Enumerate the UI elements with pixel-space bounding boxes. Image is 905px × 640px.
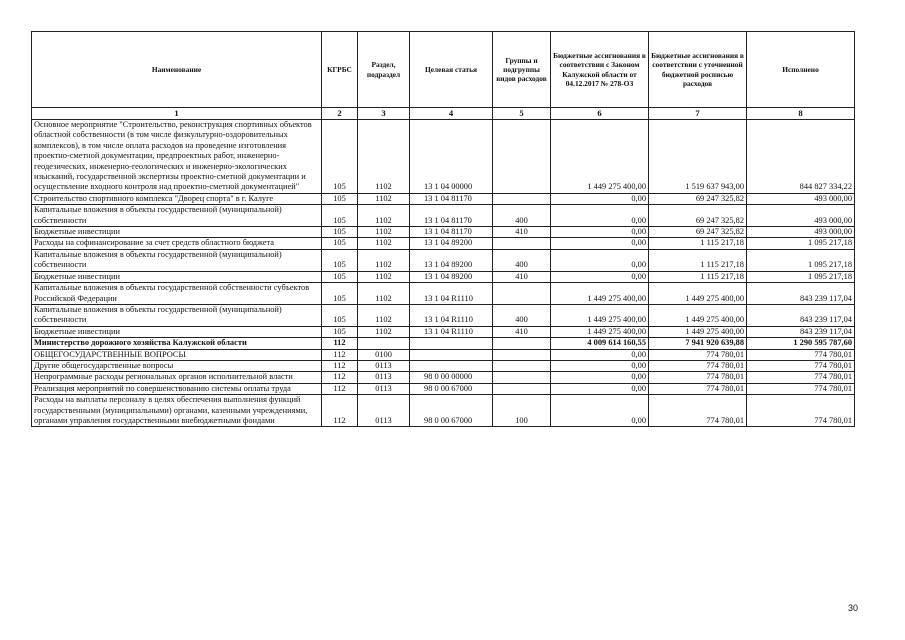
cell-executed: 493 000,00: [747, 193, 855, 204]
cell-name: Министерство дорожного хозяйства Калужской области: [32, 338, 322, 349]
cell-target: 13 1 04 00000: [410, 120, 493, 194]
cell-group: [493, 338, 551, 349]
cell-group: 400: [493, 249, 551, 271]
cell-law: 0,00: [551, 383, 649, 394]
cell-kgrbs: 105: [322, 271, 358, 282]
cell-group: [493, 120, 551, 194]
cell-target: [410, 338, 493, 349]
cell-section: 1102: [358, 304, 410, 326]
cell-target: 13 1 04 89200: [410, 271, 493, 282]
cell-section: 1102: [358, 205, 410, 227]
cell-section: 0100: [358, 349, 410, 360]
cell-kgrbs: 105: [322, 205, 358, 227]
budget-table: [31, 31, 855, 427]
cell-name: Капитальные вложения в объекты государственной (муниципальной) собственности: [32, 304, 322, 326]
column-number: 7: [649, 108, 747, 120]
header-target: Целевая статья: [410, 32, 493, 108]
header-executed: Исполнено: [747, 32, 855, 108]
cell-group: [493, 372, 551, 383]
cell-executed: 774 780,01: [747, 395, 855, 427]
cell-kgrbs: 112: [322, 395, 358, 427]
cell-name: Капитальные вложения в объекты государственной (муниципальной) собственности: [32, 249, 322, 271]
cell-name: Основное мероприятие "Строительство, реконструкция спортивных объектов областной собственности (в том числе физкультурно-оздоровительных комплексов), в том числе оплата расходов на проведение изготовления проектно-сметной документации, предпроектных работ, инженерно-геодезических, инженерно-геологических и инженерно-экологических изысканий, государственной экспертизы проектно-сметной документации и осуществление входного контроля над проектно-сметной документацией": [32, 120, 322, 194]
cell-refined: 774 780,01: [649, 372, 747, 383]
cell-executed: 774 780,01: [747, 383, 855, 394]
cell-group: [493, 349, 551, 360]
cell-executed: 1 290 595 787,60: [747, 338, 855, 349]
cell-group: 410: [493, 227, 551, 238]
table-row: [32, 304, 855, 326]
table-row: [32, 249, 855, 271]
cell-refined: 7 941 920 639,88: [649, 338, 747, 349]
cell-section: 1102: [358, 227, 410, 238]
header-kgrbs: КГРБС: [322, 32, 358, 108]
cell-section: 1102: [358, 249, 410, 271]
cell-name: ОБЩЕГОСУДАРСТВЕННЫЕ ВОПРОСЫ: [32, 349, 322, 360]
table-row: [32, 193, 855, 204]
cell-section: 0113: [358, 372, 410, 383]
cell-executed: 843 239 117,04: [747, 326, 855, 337]
cell-group: [493, 193, 551, 204]
cell-kgrbs: 105: [322, 304, 358, 326]
table-row: [32, 383, 855, 394]
cell-refined: 1 449 275 400,00: [649, 283, 747, 305]
cell-kgrbs: 112: [322, 349, 358, 360]
cell-name: Другие общегосударственные вопросы: [32, 360, 322, 371]
cell-law: 0,00: [551, 372, 649, 383]
column-number: 1: [32, 108, 322, 120]
cell-name: Расходы на софинансирование за счет средств областного бюджета: [32, 238, 322, 249]
cell-executed: 774 780,01: [747, 372, 855, 383]
table-row: [32, 349, 855, 360]
cell-group: 410: [493, 326, 551, 337]
cell-target: 13 1 04 R1110: [410, 304, 493, 326]
cell-refined: 1 115 217,18: [649, 238, 747, 249]
cell-group: 100: [493, 395, 551, 427]
cell-target: 13 1 04 81170: [410, 205, 493, 227]
cell-target: 98 0 00 00000: [410, 372, 493, 383]
cell-kgrbs: 105: [322, 193, 358, 204]
cell-section: 1102: [358, 120, 410, 194]
cell-law: 0,00: [551, 205, 649, 227]
cell-refined: 1 519 637 943,00: [649, 120, 747, 194]
cell-kgrbs: 105: [322, 283, 358, 305]
cell-law: 0,00: [551, 360, 649, 371]
cell-target: 13 1 04 89200: [410, 249, 493, 271]
cell-name: Реализация мероприятий по совершенствованию системы оплаты труда: [32, 383, 322, 394]
cell-executed: 1 095 217,18: [747, 238, 855, 249]
cell-kgrbs: 112: [322, 360, 358, 371]
header-law: Бюджетные ассигнования в соответствии с Законом Калужской области от 04.12.2017 № 278-ОЗ: [551, 32, 649, 108]
cell-section: 1102: [358, 271, 410, 282]
cell-refined: 69 247 325,82: [649, 227, 747, 238]
cell-executed: 844 827 334,22: [747, 120, 855, 194]
table-row: [32, 271, 855, 282]
cell-target: 98 0 00 67000: [410, 395, 493, 427]
cell-name: Капитальные вложения в объекты государственной собственности субъектов Российской Федерации: [32, 283, 322, 305]
table-row: [32, 372, 855, 383]
column-number: 6: [551, 108, 649, 120]
cell-name: Непрограммные расходы региональных органов исполнительной власти: [32, 372, 322, 383]
cell-kgrbs: 105: [322, 227, 358, 238]
cell-executed: 774 780,01: [747, 360, 855, 371]
header-refined: Бюджетные ассигнования в соответствии с уточненной бюджетной росписью расходов: [649, 32, 747, 108]
cell-executed: 774 780,01: [747, 349, 855, 360]
cell-section: 0113: [358, 383, 410, 394]
table-body: [32, 120, 855, 427]
table-row: [32, 395, 855, 427]
cell-target: 13 1 04 R1110: [410, 326, 493, 337]
cell-refined: 1 115 217,18: [649, 271, 747, 282]
cell-group: [493, 283, 551, 305]
cell-target: 98 0 00 67000: [410, 383, 493, 394]
cell-law: 4 009 614 160,55: [551, 338, 649, 349]
page-number: 30: [848, 603, 859, 613]
cell-law: 1 449 275 400,00: [551, 304, 649, 326]
cell-law: 1 449 275 400,00: [551, 120, 649, 194]
cell-name: Бюджетные инвестиции: [32, 271, 322, 282]
cell-kgrbs: 112: [322, 383, 358, 394]
cell-law: 0,00: [551, 227, 649, 238]
header-name: Наименование: [32, 32, 322, 108]
table-row: [32, 338, 855, 349]
cell-refined: 1 449 275 400,00: [649, 304, 747, 326]
cell-executed: 843 239 117,04: [747, 304, 855, 326]
cell-target: [410, 360, 493, 371]
cell-kgrbs: 105: [322, 326, 358, 337]
cell-executed: 843 239 117,04: [747, 283, 855, 305]
cell-refined: 774 780,01: [649, 383, 747, 394]
cell-group: [493, 360, 551, 371]
cell-section: 0113: [358, 360, 410, 371]
cell-refined: 1 115 217,18: [649, 249, 747, 271]
cell-target: [410, 349, 493, 360]
cell-section: 1102: [358, 326, 410, 337]
cell-executed: 493 000,00: [747, 227, 855, 238]
cell-name: Строительство спортивного комплекса "Дворец спорта" в г. Калуге: [32, 193, 322, 204]
cell-kgrbs: 105: [322, 120, 358, 194]
cell-refined: 69 247 325,82: [649, 205, 747, 227]
cell-target: 13 1 04 89200: [410, 238, 493, 249]
cell-kgrbs: 105: [322, 238, 358, 249]
table-row: [32, 120, 855, 194]
cell-section: 1102: [358, 238, 410, 249]
cell-group: [493, 238, 551, 249]
cell-group: 400: [493, 304, 551, 326]
cell-law: 0,00: [551, 271, 649, 282]
cell-group: 410: [493, 271, 551, 282]
column-number: 2: [322, 108, 358, 120]
cell-name: Бюджетные инвестиции: [32, 227, 322, 238]
cell-refined: 1 449 275 400,00: [649, 326, 747, 337]
cell-kgrbs: 112: [322, 372, 358, 383]
cell-refined: 774 780,01: [649, 360, 747, 371]
cell-executed: 1 095 217,18: [747, 271, 855, 282]
table-row: [32, 205, 855, 227]
cell-refined: 774 780,01: [649, 395, 747, 427]
table-header: [32, 32, 855, 120]
cell-law: 0,00: [551, 349, 649, 360]
cell-law: 0,00: [551, 395, 649, 427]
cell-target: 13 1 04 81170: [410, 193, 493, 204]
cell-refined: 69 247 325,82: [649, 193, 747, 204]
cell-section: 0113: [358, 395, 410, 427]
cell-law: 0,00: [551, 238, 649, 249]
cell-law: 1 449 275 400,00: [551, 326, 649, 337]
cell-section: 1102: [358, 283, 410, 305]
cell-kgrbs: 105: [322, 249, 358, 271]
table-row: [32, 360, 855, 371]
cell-section: [358, 338, 410, 349]
header-groups: Группы и подгруппы видов расходов: [493, 32, 551, 108]
column-number: 4: [410, 108, 493, 120]
cell-kgrbs: 112: [322, 338, 358, 349]
cell-name: Бюджетные инвестиции: [32, 326, 322, 337]
table-row: [32, 326, 855, 337]
cell-target: 13 1 04 81170: [410, 227, 493, 238]
cell-refined: 774 780,01: [649, 349, 747, 360]
column-number: 3: [358, 108, 410, 120]
column-number: 8: [747, 108, 855, 120]
table-row: [32, 283, 855, 305]
cell-name: Расходы на выплаты персоналу в целях обеспечения выполнения функций государственными (муниципальными) органами, казенными учреждениями, органами управления государственными внебюджетными фондами: [32, 395, 322, 427]
column-number: 5: [493, 108, 551, 120]
cell-law: 0,00: [551, 249, 649, 271]
cell-group: [493, 383, 551, 394]
cell-law: 1 449 275 400,00: [551, 283, 649, 305]
header-section: Раздел, подраздел: [358, 32, 410, 108]
cell-section: 1102: [358, 193, 410, 204]
cell-law: 0,00: [551, 193, 649, 204]
cell-name: Капитальные вложения в объекты государственной (муниципальной) собственности: [32, 205, 322, 227]
cell-executed: 493 000,00: [747, 205, 855, 227]
table-row: [32, 227, 855, 238]
table-row: [32, 238, 855, 249]
cell-group: 400: [493, 205, 551, 227]
cell-target: 13 1 04 R1110: [410, 283, 493, 305]
cell-executed: 1 095 217,18: [747, 249, 855, 271]
